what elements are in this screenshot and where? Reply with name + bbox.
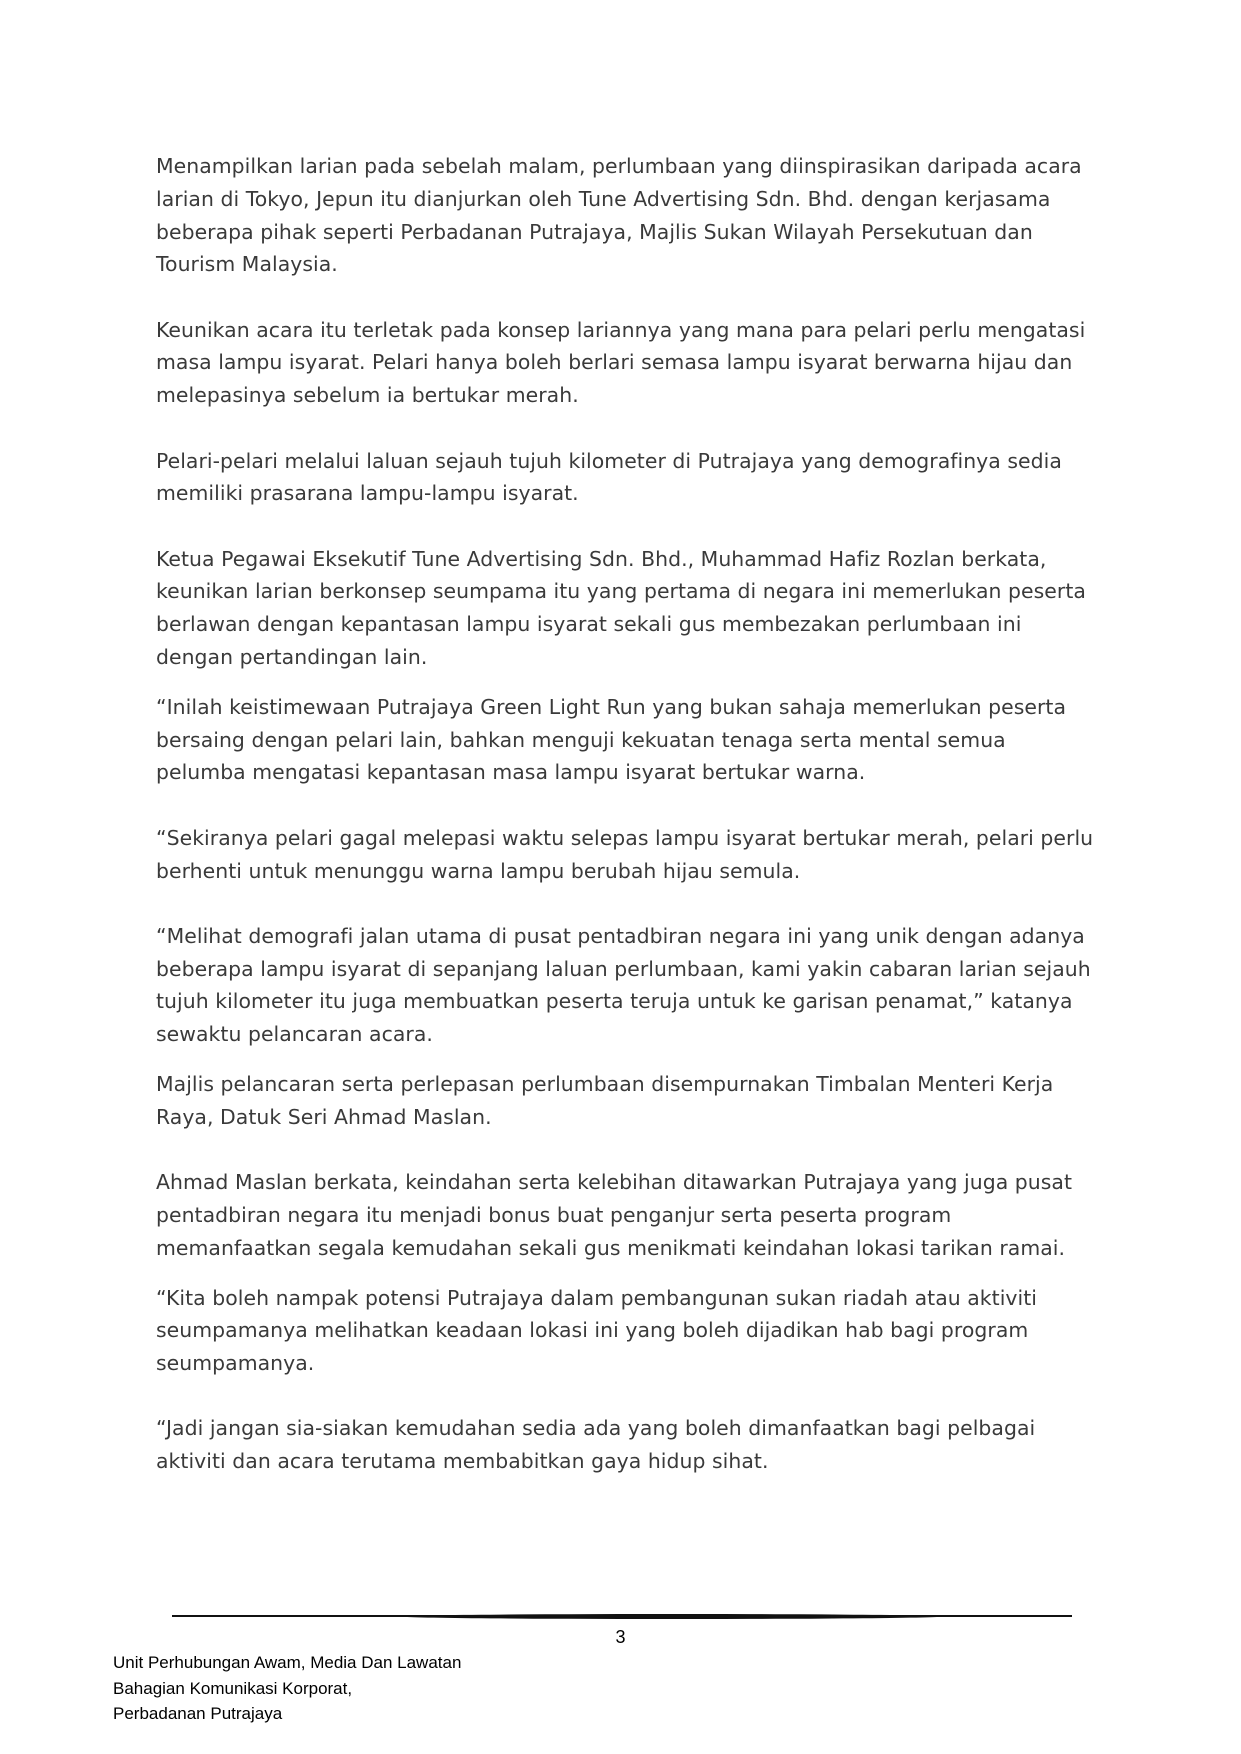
paragraph-10: “Kita boleh nampak potensi Putrajaya dalam pembangunan sukan riadah atau aktiviti seumpamanya melihatkan keadaan lokasi ini yang boleh dijadikan hab bagi program seumpamanya.: [156, 1285, 1038, 1376]
footer-line-unit: Unit Perhubungan Awam, Media Dan Lawatan: [113, 1653, 462, 1672]
footer-address: [113, 1650, 461, 1727]
footer-line-department: Bahagian Komunikasi Korporat,: [113, 1678, 353, 1698]
footer-line-organization: Perbadanan Putrajaya: [113, 1704, 283, 1723]
paragraph-3: Pelari-pelari melalui laluan sejauh tujuh kilometer di Putrajaya yang demografinya sedia memiliki prasarana lampu-lampu isyarat.: [156, 448, 1062, 506]
paragraph-7: “Melihat demografi jalan utama di pusat pentadbiran negara ini yang unik dengan adanya beberapa lampu isyarat di sepanjang laluan perlumbaan, kami yakin cabaran larian sejauh tujuh kilometer itu juga membuatkan peserta teruja untuk ke garisan penamat,” katanya sewaktu pelancaran acara.: [156, 923, 1091, 1047]
paragraph-1: Menampilkan larian pada sebelah malam, perlumbaan yang diinspirasikan daripada acara larian di Tokyo, Jepun itu dianjurkan oleh Tune Advertising Sdn. Bhd. dengan kerjasama beberapa pihak seperti Perbadanan Putrajaya, Majlis Sukan Wilayah Persekutuan dan Tourism Malaysia.: [156, 154, 1082, 277]
paragraph-4: Ketua Pegawai Eksekutif Tune Advertising Sdn. Bhd., Muhammad Hafiz Rozlan berkata, keunikan larian berkonsep seumpama itu yang pertama di negara ini memerlukan peserta berlawan dengan kepantasan lampu isyarat sekali gus membezakan perlumbaan ini dengan pertandingan lain.: [156, 546, 1086, 670]
paragraph-2: Keunikan acara itu terletak pada konsep lariannya yang mana para pelari perlu mengatasi masa lampu isyarat. Pelari hanya boleh berlari semasa lampu isyarat berwarna hijau dan melepasinya sebelum ia bertukar merah.: [156, 317, 1086, 408]
page-number: 3: [615, 1627, 626, 1647]
footer-divider: [172, 1613, 1072, 1620]
paragraph-6: “Sekiranya pelari gagal melepasi waktu selepas lampu isyarat bertukar merah, pelari perlu berhenti untuk menunggu warna lampu berubah hijau semula.: [156, 825, 1094, 883]
paragraph-5: “Inilah keistimewaan Putrajaya Green Light Run yang bukan sahaja memerlukan peserta bersaing dengan pelari lain, bahkan menguji kekuatan tenaga serta mental semua pelumba mengatasi kepantasan masa lampu isyarat bertukar warna.: [156, 694, 1067, 785]
article-body: [156, 150, 1096, 1478]
paragraph-9: Ahmad Maslan berkata, keindahan serta kelebihan ditawarkan Putrajaya yang juga pusat pentadbiran negara itu menjadi bonus buat penganjur serta peserta program memanfaatkan segala kemudahan sekali gus menikmati keindahan lokasi tarikan ramai.: [156, 1170, 1073, 1260]
paragraph-11: “Jadi jangan sia-siakan kemudahan sedia ada yang boleh dimanfaatkan bagi pelbagai aktiviti dan acara terutama membabitkan gaya hidup sihat.: [156, 1416, 1036, 1474]
paragraph-8: Majlis pelancaran serta perlepasan perlumbaan disempurnakan Timbalan Menteri Kerja Raya, Datuk Seri Ahmad Maslan.: [156, 1072, 1054, 1129]
